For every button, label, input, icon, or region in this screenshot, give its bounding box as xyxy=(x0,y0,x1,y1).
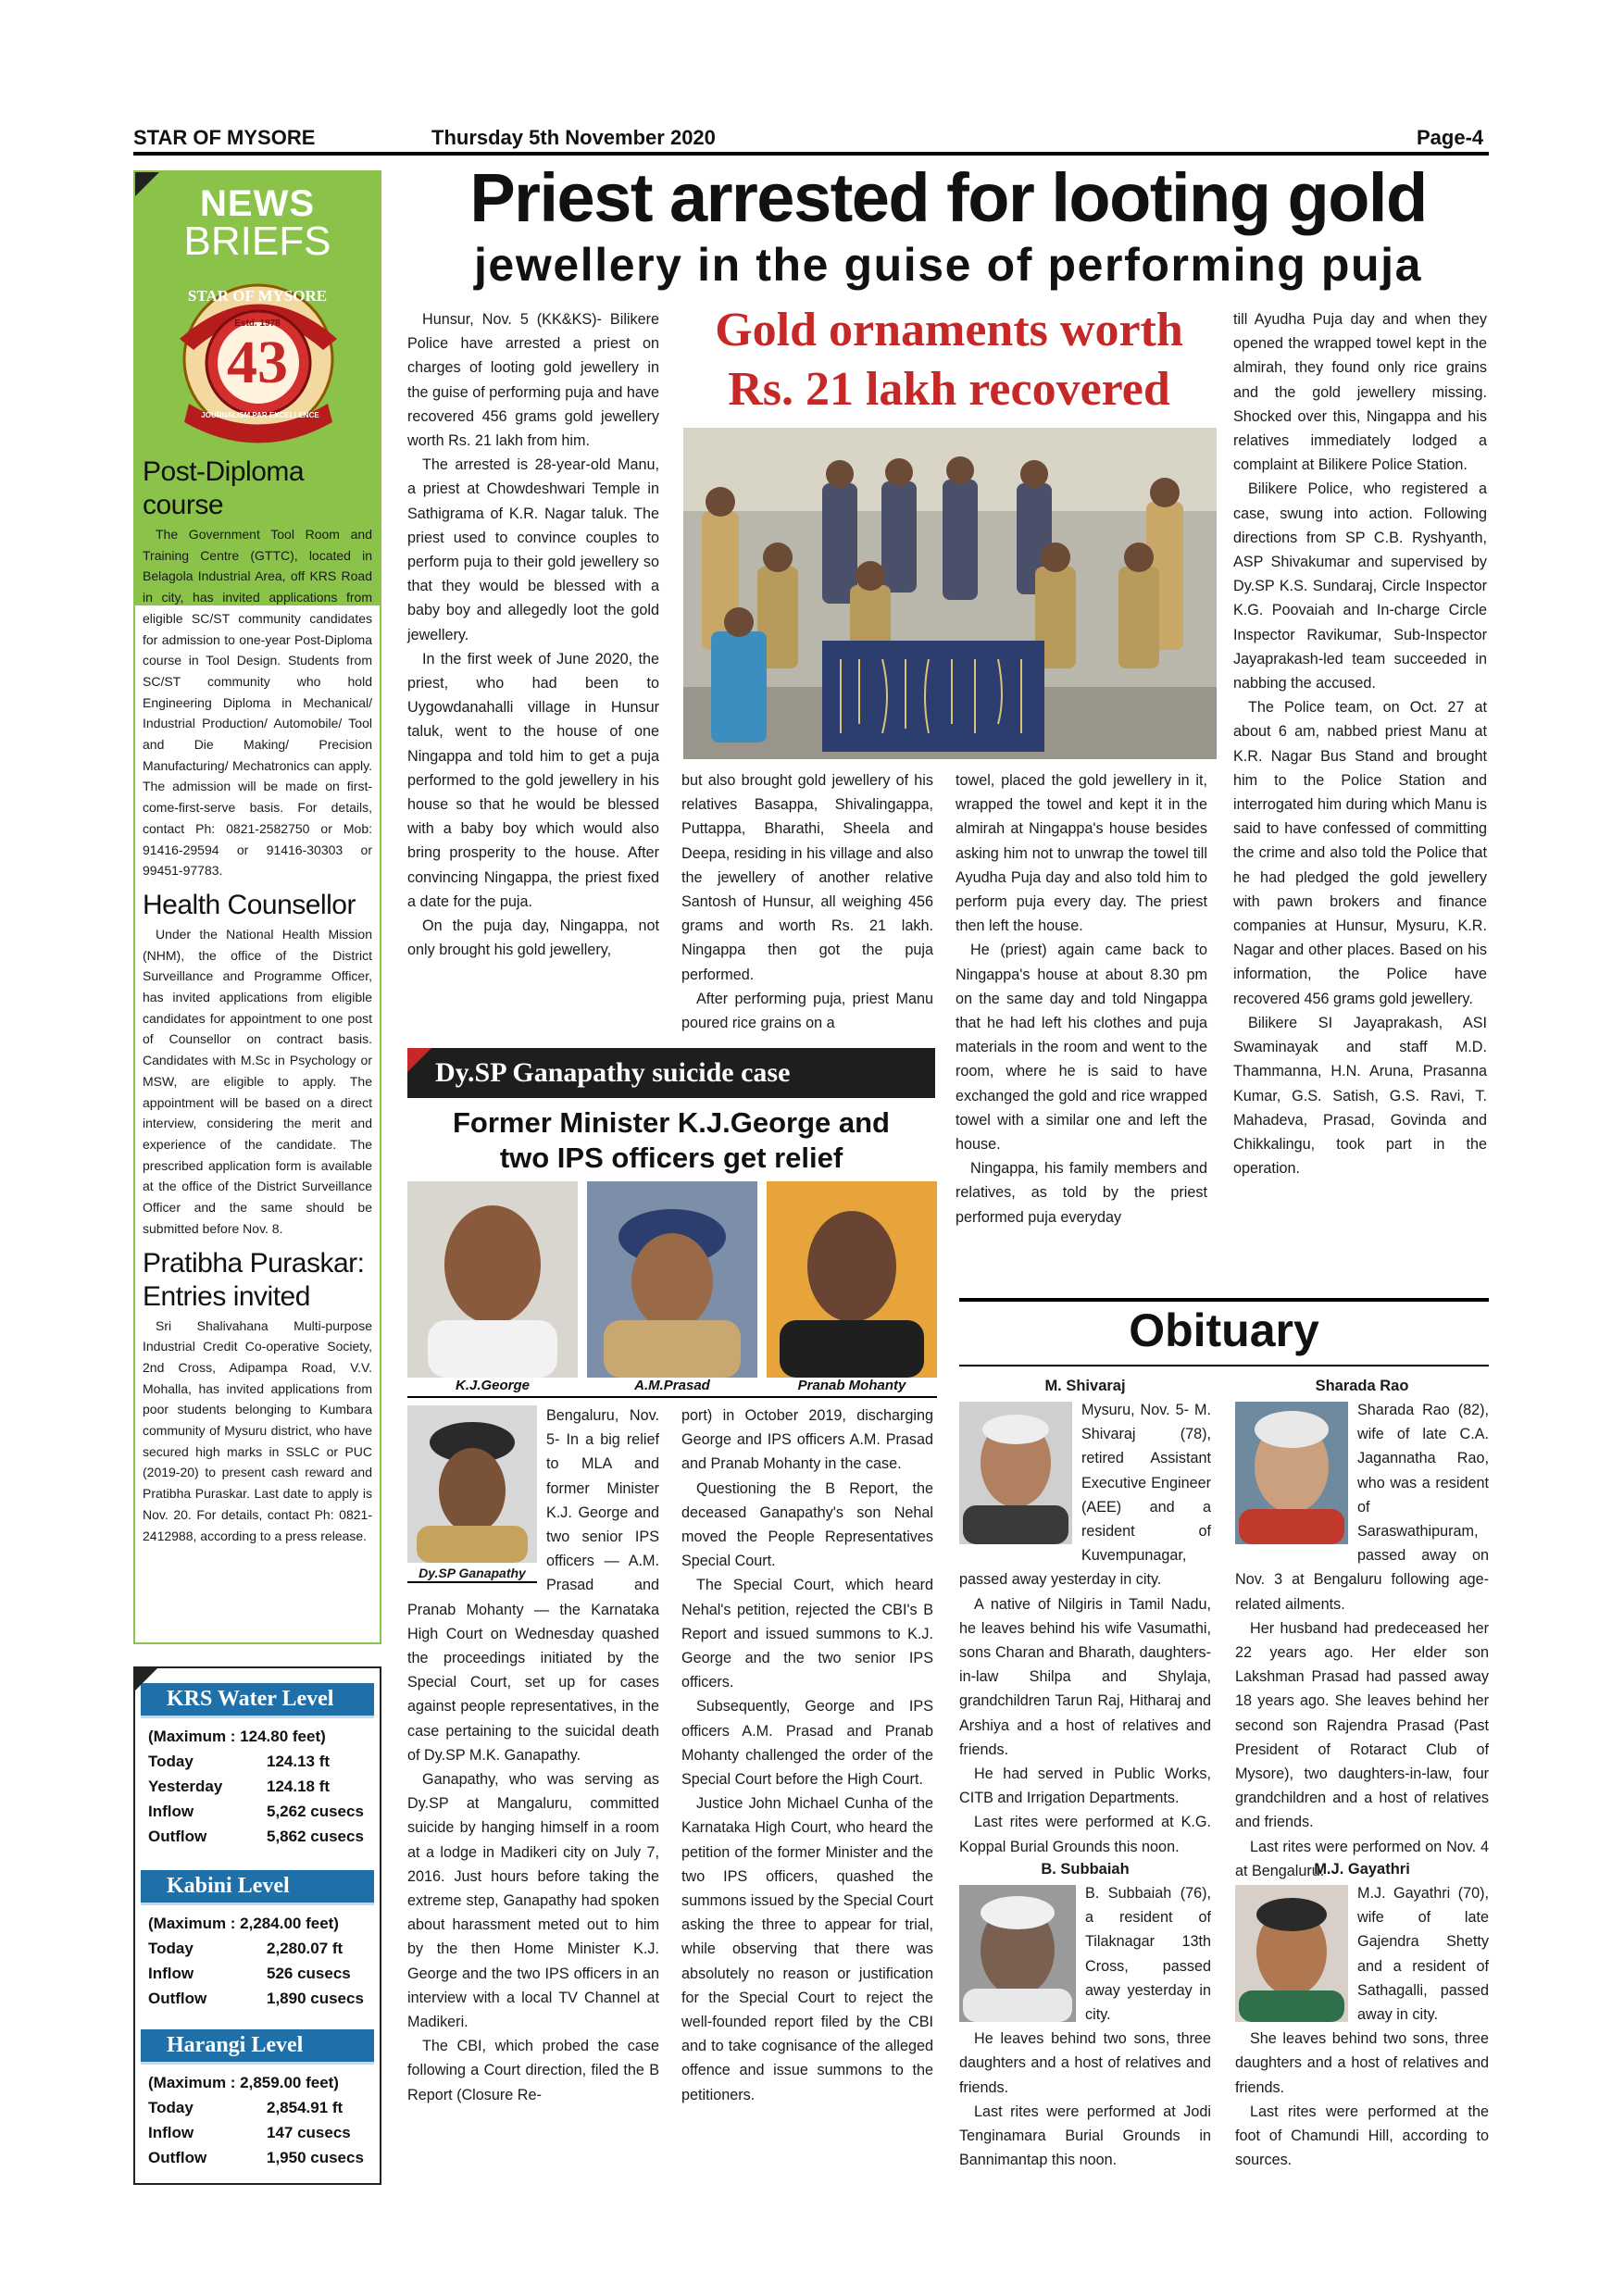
obituary-bottom-rule xyxy=(959,1365,1489,1366)
kj-george-photo xyxy=(407,1181,578,1378)
briefs-title: BRIEFS xyxy=(183,218,331,264)
obituary-name: M.J. Gayathri xyxy=(1314,1861,1410,1878)
shivaraj-photo xyxy=(959,1402,1072,1544)
kabini-level xyxy=(141,1870,374,2011)
briefs-body xyxy=(143,455,372,1546)
obituary-name: M. Shivaraj xyxy=(1044,1378,1126,1394)
pranab-mohanty-photo xyxy=(767,1181,937,1378)
dysp-banner-text: Dy.SP Ganapathy suicide case xyxy=(435,1057,791,1088)
brief-heading: Health Counsellor xyxy=(143,889,356,920)
sharada-rao-photo xyxy=(1235,1402,1348,1544)
story-column-1: Hunsur, Nov. 5 (KK&KS)- Bilikere Police have arrested a priest on charges of looting gold jewellery in the guise of performing puja and have recovered 456 grams gold jewellery worth Rs. 21 lakh from him. The arrested is 28-year-old Manu, a priest at Chowdeshwari Temple in Sathigrama of K.R. Nagar taluk. The priest used to convince couples to perform puja to their gold jewellery so that they would be blessed with a baby boy and allegedly loot the gold jewellery. In the first week of June 2020, the priest, who had been to Uygowdanahalli village in Hunsur taluk, went to the house of one Ningappa and told him to get a puja performed to the gold jewellery in his house so that he would be blessed with a baby boy which would also bring prosperity to the house. After convincing Ningappa, the priest fixed a date for the puja. On the puja day, Ningappa, not only brought his gold jewellery, xyxy=(407,311,659,959)
headline-line1: Priest arrested for looting gold xyxy=(469,159,1427,236)
brief-heading: Post-Diploma course xyxy=(143,456,305,520)
logo-top-text: STAR OF MYSORE xyxy=(187,287,328,305)
dysp-headline-1: Former Minister K.J.George and xyxy=(453,1106,890,1139)
level-row: Today 2,280.07 ft xyxy=(148,1940,344,1957)
arrest-photo xyxy=(683,428,1217,759)
subhead-line1: Gold ornaments worth xyxy=(715,304,1183,356)
logo-bottom-text: JOURNALISM PAR EXCELLENCE xyxy=(201,411,319,419)
news-title: NEWS xyxy=(200,183,315,224)
am-prasad-photo xyxy=(587,1181,757,1378)
level-row: (Maximum : 2,859.00 feet) xyxy=(148,2074,339,2091)
obituary-entry-subbaiah: B. Subbaiah B. Subbaiah (76), a resident of Tilaknagar 13th Cross, passed away yesterday in city. He leaves behind two sons, three daughters and a host of relatives and friends. Last rites were performed at Jodi Tenginamara Burial Grounds in Bannimantap this noon. xyxy=(959,1857,1211,2172)
level-row: Today 124.13 ft xyxy=(148,1753,331,1770)
level-title: Harangi Level xyxy=(141,2029,374,2065)
level-title: KRS Water Level xyxy=(141,1683,374,1718)
obituary-name: Sharada Rao xyxy=(1315,1378,1409,1394)
obituary-entry-gayathri: M.J. Gayathri M.J. Gayathri (70), wife of late Gajendra Shetty and a resident of Sathagalli, passed away in city. She leaves behind two sons, three daughters and a host of relatives and friends. Last rites were performed at the foot of Chamundi Hill, according to sources. xyxy=(1235,1857,1489,2172)
subbaiah-photo xyxy=(959,1885,1076,2022)
caption-am-prasad: A.M.Prasad xyxy=(634,1378,710,1393)
gayathri-photo xyxy=(1235,1885,1348,2022)
caption-kj-george: K.J.George xyxy=(455,1378,531,1393)
level-row: Outflow 1,950 cusecs xyxy=(148,2149,364,2166)
harangi-level xyxy=(141,2029,374,2170)
level-row: (Maximum : 2,284.00 feet) xyxy=(148,1915,339,1932)
ganapathy-photo xyxy=(407,1405,537,1583)
dysp-column-2: port) in October 2019, discharging George and IPS officers A.M. Prasad and Pranab Mohanty in the case. Questioning the B Report, the deceased Ganapathy's son Nehal moved the People Representatives Special Court. The Special Court, which heard Nehal's petition, rejected the CBI's B Report and issued summons to K.J. George and the two senior IPS officers. Subsequently, George and IPS officers A.M. Prasad and Pranab Mohanty challenged the order of the Special Court before the High Court. Justice John Michael Cunha of the Karnataka High Court, who heard the petition of the former Minister and the two IPS officers, quashed the summons issued by the Special Court asking the three to appear for trial, while observing that there was absolutely no reason or justification for the Special Court to reject the well-founded report filed by the CBI and to take cognisance of the alleged offence and issue summons to the petitioners. xyxy=(681,1407,933,2103)
story-column-4: till Ayudha Puja day and when they opened the wrapped towel kept in the almirah, they found only rice grains and the gold jewellery missing. Shocked over this, Ningappa and his relatives immediately lodged a complaint at Bilikere Police Station. Bilikere Police, who registered a case, swung into action. Following directions from SP C.B. Ryshyanth, ASP Shivakumar and supervised by Dy.SP K.S. Sundaraj, Circle Inspector K.G. Poovaiah and In-charge Circle Inspector Ravikumar, Sub-Inspector Jayaprakash-led team succeeded in nabbing the accused. The Police team, on Oct. 27 at about 6 am, nabbed priest Manu at K.R. Nagar Bus Stand and brought him to the Police Station and interrogated him during which Manu is said to have confessed of committing the crime and also told the Police that he had pledged the gold jewellery with pawn brokers and finance companies at Hunsur, Mysuru, K.R. Nagar and other places. Based on his information, the Police have recovered 456 grams gold jewellery. Bilikere SI Jayaprakash, ASI Swaminayak and staff M.D. Thammanna, H.N. Aruna, Prasanna Kumar, G.S. Satish, G.S. Ravi, T. Mahadeva, Prasad, Govinda and Chikkalingu, took part in the operation. xyxy=(1233,311,1487,1178)
krs-level xyxy=(141,1683,374,1849)
caption-pranab-mohanty: Pranab Mohanty xyxy=(797,1378,906,1393)
caption-rule xyxy=(407,1396,937,1398)
obituary-title: Obituary xyxy=(1129,1304,1319,1356)
story-column-2: but also brought gold jewellery of his relatives Basappa, Shivalingappa, Puttappa, Bharathi, Sheela and Deepa, residing in his village and also the jewellery of another relative Santosh of Hunsur, all weighing 456 grams and worth Rs. 21 lakh. Ningappa then got the puja performed. After performing puja, priest Manu poured rice grains on a xyxy=(681,772,933,1032)
level-row: Yesterday 124.18 ft xyxy=(148,1778,331,1795)
brief-text: Sri Shalivahana Multi-purpose Industrial Credit Co-operative Society, 2nd Cross, Adipampa Road, V.V. Mohalla, has invited applications from poor students belonging to Kumbara community of Mysuru district, who have secured high marks in SSLC or PUC (2019-20) to present cash reward and Pratibha Puraskar. Last date to apply is Nov. 20. For details, contact Ph: 0821-2412988, according to a press release. xyxy=(143,1317,372,1543)
level-row: Outflow 5,862 cusecs xyxy=(148,1828,364,1845)
brief-text: Under the National Health Mission (NHM), the office of the District Surveillance and Programme Officer, has invited applications from eligible candidates for appointment to one post of Counsellor on contract basis. Candidates with M.Sc in Psychology or MSW, are eligible to apply. The appointment will be based on a direct interview, considering the merit and experience of the candidate. The prescribed application form is available at the office of the District Surveillance Officer and the same should be submitted before Nov. 8. xyxy=(143,926,372,1236)
caption-ganapathy: Dy.SP Ganapathy xyxy=(407,1565,537,1583)
header-rule xyxy=(133,152,1489,156)
level-row: Inflow 147 cusecs xyxy=(148,2124,351,2141)
subhead-line2: Rs. 21 lakh recovered xyxy=(728,363,1170,416)
page-number: Page-4 xyxy=(1417,126,1484,149)
dysp-column-1: Dy.SP Ganapathy Bengaluru, Nov. 5- In a big relief to MLA and former Minister K.J. George and two senior IPS officers — A.M. Prasad and Pranab Mohanty — the Karnataka High Court on Wednesday quashed the proceedings initiated by the Special Court, set up for cases against people representatives, in the case pertaining to the suicidal death of Dy.SP M.K. Ganapathy. Ganapathy, who was serving as Dy.SP at Mangaluru, committed suicide by hanging himself in a room at a lodge in Madikeri city on July 7, 2016. Just hours before taking the extreme step, Ganapathy had spoken about harassment meted out to him by the then Home Minister K.J. George and the two IPS officers in an interview with a local TV Channel at Madikeri. The CBI, which probed the case following a Court direction, filed the B Report (Closure Re- xyxy=(407,1407,659,2103)
dysp-headline-2: two IPS officers get relief xyxy=(499,1142,843,1174)
obituary-entry-shivaraj: M. Shivaraj Mysuru, Nov. 5- M. Shivaraj (78), retired Assistant Executive Engineer (AEE) and a resident of Kuvempunagar, passed away yesterday in city. A native of Nilgiris in Tamil Nadu, he leaves behind his wife Vasumathi, sons Charan and Bharath, daughters-in-law Shilpa and Shylaja, grandchildren Tarun Raj, Hitharaj and Arshiya and a host of relatives and friends. He had served in Public Works, CITB and Irrigation Departments. Last rites were performed at K.G. Koppal Burial Grounds this noon. xyxy=(959,1374,1211,1859)
level-row: (Maximum : 124.80 feet) xyxy=(148,1728,326,1745)
story-column-3: towel, placed the gold jewellery in it, wrapped the towel and kept it in the almirah at Ningappa's house besides asking him not to unwrap the towel till Ayudha Puja day and also told him to perform puja every day. The priest then left the house. He (priest) again came back to Ningappa's house at about 8.30 pm on the same day and told Ningappa that he had left his clothes and puja materials in the room and went to the room, where he is said to have exchanged the gold and rice wrapped towel with a similar one and left the house. Ningappa, his family members and relatives, as told by the priest performed puja everyday xyxy=(956,772,1207,1226)
level-row: Inflow 526 cusecs xyxy=(148,1965,351,1982)
level-row: Inflow 5,262 cusecs xyxy=(148,1803,364,1820)
logo-number: 43 xyxy=(227,329,288,396)
level-row: Today 2,854.91 ft xyxy=(148,2099,344,2116)
obituary-name: B. Subbaiah xyxy=(1041,1861,1130,1878)
headline-line2: jewellery in the guise of performing puja xyxy=(473,239,1423,291)
brief-heading: Pratibha Puraskar: Entries invited xyxy=(143,1247,365,1312)
brief-text: The Government Tool Room and Training Centre (GTTC), located in Belagola Industrial Area, off KRS Road in city, has invited applications from eligible SC/ST community candidates for admission to one-year Post-Diploma course in Tool Design. Students from SC/ST community who hold Engineering Diploma in Mechanical/ Industrial Production/ Automobile/ Tool and Die Making/ Precision Manufacturing/ Mechatronics can apply. The admission will be made on first-come-first-serve basis. For details, contact Ph: 0821-2582750 or Mob: 91416-29594 or 91416-30303 or 99451-97783. xyxy=(143,527,372,879)
obituary-entry-sharada-rao: Sharada Rao Sharada Rao (82), wife of late C.A. Jagannatha Rao, who was a resident of Saraswathipuram, passed away on Nov. 3 at Bengaluru following age-related ailments. Her husband had predeceased her 22 years ago. Her elder son Lakshman Prasad had passed away 18 years ago. She leaves behind her second son Rajendra Prasad (Past President of Rotaract Club of Mysore), two daughters-in-law, four grandchildren and a host of relatives and friends. Last rites were performed on Nov. 4 at Bengaluru. xyxy=(1235,1374,1489,1883)
corner-mark xyxy=(135,1668,157,1691)
level-title: Kabini Level xyxy=(141,1870,374,1905)
water-levels-box xyxy=(133,1666,381,2185)
logo-estd: Estd. 1978 xyxy=(234,318,281,329)
issue-date: Thursday 5th November 2020 xyxy=(431,126,716,149)
corner-mark xyxy=(407,1048,431,1072)
dysp-banner xyxy=(407,1048,935,1098)
paper-name: STAR OF MYSORE xyxy=(133,126,316,149)
level-row: Outflow 1,890 cusecs xyxy=(148,1990,364,2007)
news-briefs-box xyxy=(133,170,381,1644)
